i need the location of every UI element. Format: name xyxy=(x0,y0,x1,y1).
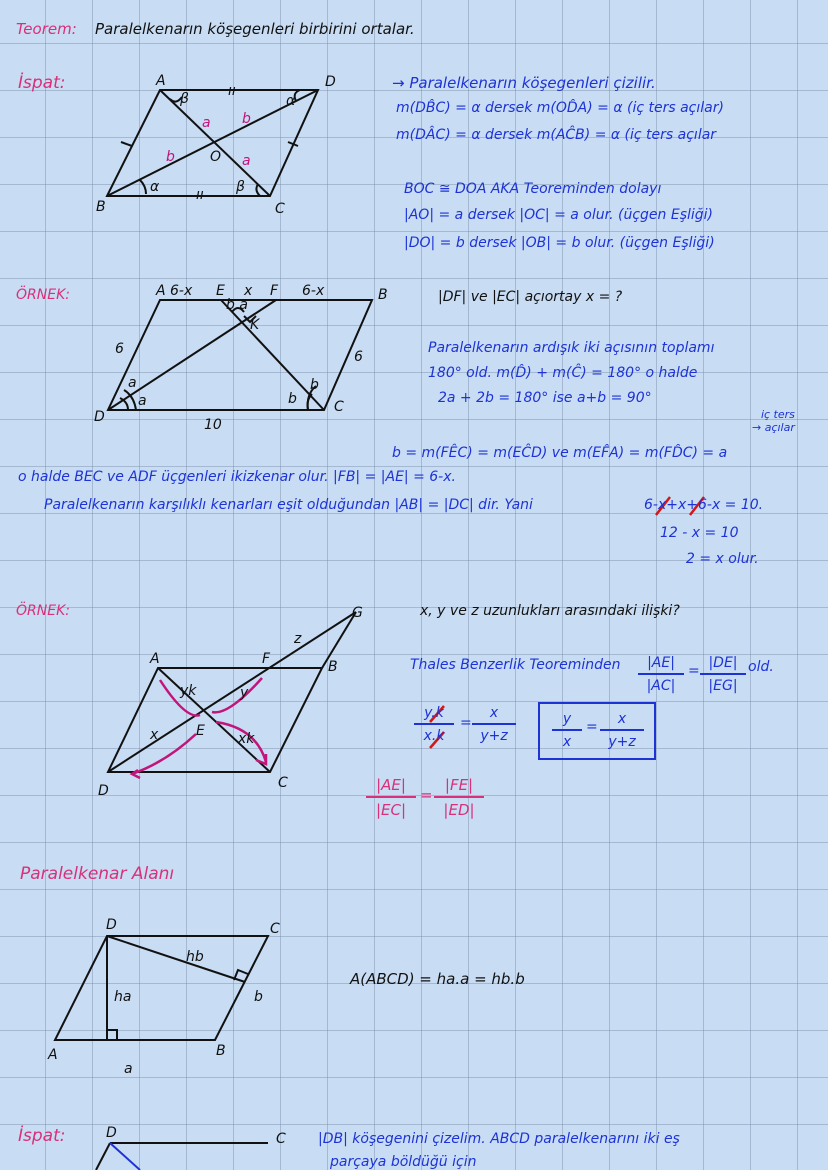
example2-label: ÖRNEK: xyxy=(16,603,70,619)
ex2-ratio-right-num: |FE| xyxy=(444,776,474,794)
fig1-b-1: b xyxy=(242,111,251,127)
parallelogram-figure-2 xyxy=(108,297,372,410)
ex2-boxed-eq: = xyxy=(586,719,598,735)
ex1-angle-b1: b xyxy=(288,391,297,407)
proof1-line-2: m(DB̂C) = α dersek m(OD̂A) = α (iç ters açılar) xyxy=(396,100,724,116)
ex2-thales-end: old. xyxy=(748,659,774,675)
ex1-angle-b2: b xyxy=(310,377,319,393)
ex1-side-right: 6 xyxy=(354,349,363,365)
parallelogram-figure-3 xyxy=(108,612,356,772)
area-label: Paralelkenar Alanı xyxy=(20,864,175,884)
ex2-step-right-den: y+z xyxy=(480,728,508,744)
ex2-step-right-num: x xyxy=(489,705,499,721)
ex2-thales-frac1-den: |AC| xyxy=(646,678,676,694)
ex1-line-karsilikli: Paralelkenarın karşılıklı kenarları eşit olduğundan |AB| = |DC| dir. Yani xyxy=(44,497,533,513)
fig1-a-1: a xyxy=(202,115,211,131)
fig1-point-C: C xyxy=(275,201,285,217)
fig1-a-2: a xyxy=(242,153,251,169)
fig1-point-D: D xyxy=(325,74,336,90)
ex2-thales-frac2-num: |DE| xyxy=(708,655,738,671)
ex2-mark-y: y xyxy=(240,685,249,701)
ex1-side-left: 6 xyxy=(115,341,124,357)
ex2-boxed-result xyxy=(538,702,656,760)
ex2-ratio-right-den: |ED| xyxy=(443,801,475,819)
ex2-step-left-den: x.k xyxy=(423,728,445,744)
proof1-label: İspat: xyxy=(18,73,66,93)
ex1-label-B: B xyxy=(378,287,388,303)
ex2-point-F: F xyxy=(262,651,271,667)
ex2-point-E: E xyxy=(196,723,205,739)
ex2-point-G: G xyxy=(352,605,363,621)
ex2-thales-frac1-num: |AE| xyxy=(647,655,675,671)
area-point-D: D xyxy=(106,917,117,933)
proof1-line-3: m(DÂC) = α dersek m(AĈB) = α (iç ters açılar xyxy=(396,127,717,143)
ex1-line-2: 180° old. m(D̂) + m(Ĉ) = 180° o halde xyxy=(428,365,698,381)
proof2-point-C: C xyxy=(276,1131,286,1147)
ex2-mark-xk: xk xyxy=(238,731,255,747)
parallelogram-figure-4 xyxy=(55,936,268,1040)
ex2-ratio-right xyxy=(434,778,484,818)
ex2-point-C: C xyxy=(278,775,288,791)
ex1-line-3: 2a + 2b = 180° ise a+b = 90° xyxy=(438,390,652,406)
ex1-calc-2: 2 = x olur. xyxy=(686,551,759,567)
theorem-label: Teorem: xyxy=(16,20,77,38)
ex1-calc-1: 12 - x = 10 xyxy=(660,525,739,541)
proof2-text-2: parçaya böldüğü için xyxy=(330,1154,477,1170)
area-mark-b: b xyxy=(254,989,263,1005)
area-formula: A(ABCD) = ha.a = hb.b xyxy=(350,970,525,988)
ex1-angle-a1: a xyxy=(128,375,137,391)
ex2-point-A: A xyxy=(150,651,160,667)
ex2-ratio-eq: = xyxy=(420,786,433,804)
area-point-B: B xyxy=(216,1043,226,1059)
ex1-question: |DF| ve |EC| açıortay x = ? xyxy=(438,289,623,305)
proof2-label: İspat: xyxy=(18,1126,66,1146)
ex1-angle-a2: a xyxy=(138,393,147,409)
ex2-ratio-left-num: |AE| xyxy=(376,776,406,794)
ex1-point-C: C xyxy=(334,399,344,415)
ex2-point-B: B xyxy=(328,659,338,675)
ex1-label-6-x-1: 6-x xyxy=(170,283,193,299)
ex2-mark-z: z xyxy=(294,631,302,647)
ex2-thales-frac1 xyxy=(638,656,684,693)
ex2-boxed-left xyxy=(552,712,582,749)
ex2-step-right xyxy=(472,706,516,743)
fig1-point-O: O xyxy=(210,149,222,165)
ex2-thales-frac2-den: |EG| xyxy=(708,678,738,694)
example1-label: ÖRNEK: xyxy=(16,287,70,303)
area-mark-hb: hb xyxy=(186,949,204,965)
ex1-side-bottom: 10 xyxy=(204,417,222,433)
fig1-point-B: B xyxy=(96,199,106,215)
ex2-point-D: D xyxy=(98,783,109,799)
fig1-beta-1: β xyxy=(180,91,189,107)
ex1-line-ikizkenar: o halde BEC ve ADF üçgenleri ikizkenar olur. |FB| = |AE| = 6-x. xyxy=(18,469,456,485)
ex1-line-sum: 6-x+x+6-x = 10. xyxy=(644,497,764,513)
ex2-boxed-right xyxy=(600,712,644,749)
fig1-tick-top: ıı xyxy=(228,83,236,99)
fig1-beta-2: β xyxy=(236,179,245,195)
fig1-b-2: b xyxy=(166,149,175,165)
ex1-label-E: E xyxy=(216,283,225,299)
ex2-thales-eq: = xyxy=(688,663,700,679)
proof1-line-1: → Paralelkenarın köşegenleri çizilir. xyxy=(392,74,656,92)
ex2-step-left-num: y.k xyxy=(424,705,444,721)
ex1-note: iç ters → açılar xyxy=(752,408,795,435)
ex2-ratio-left xyxy=(366,778,416,818)
ex2-boxed-right-den: y+z xyxy=(608,734,636,750)
parallelogram-figure-5 xyxy=(96,1143,268,1170)
ex2-boxed-left-den: x xyxy=(562,734,572,750)
theorem-text: Paralelkenarın köşegenleri birbirini ortalar. xyxy=(95,20,415,38)
area-mark-a: a xyxy=(124,1061,133,1077)
ex2-mark-x: x xyxy=(150,727,159,743)
ex1-label-x: x xyxy=(244,283,253,299)
ex1-point-D: D xyxy=(94,409,105,425)
ex2-step-eq: = xyxy=(460,715,472,731)
proof2-text-1: |DB| köşegenini çizelim. ABCD paralelkenarını iki eş xyxy=(318,1131,680,1147)
ex2-question: x, y ve z uzunlukları arasındaki ilişki? xyxy=(420,603,680,619)
ex2-thales-text: Thales Benzerlik Teoreminden xyxy=(410,657,621,673)
fig1-tick-bottom: ıı xyxy=(196,187,204,203)
area-mark-ha: ha xyxy=(114,989,132,1005)
fig1-alpha-1: α xyxy=(286,93,296,109)
fig1-alpha-2: α xyxy=(150,179,160,195)
ex2-thales-frac2 xyxy=(700,656,746,693)
proof1-line-6: |DO| = b dersek |OB| = b olur. (üçgen Eşliği) xyxy=(404,235,715,251)
ex2-ratio-left-den: |EC| xyxy=(375,801,407,819)
proof1-line-4: BOC ≅ DOA AKA Teoreminden dolayı xyxy=(404,181,662,197)
ex1-line-1: Paralelkenarın ardışık iki açısının toplamı xyxy=(428,340,715,356)
ex1-point-K: K xyxy=(250,317,260,333)
ex1-label-A: A xyxy=(156,283,166,299)
area-point-C: C xyxy=(270,921,280,937)
ex2-boxed-right-num: x xyxy=(617,711,627,727)
ex1-label-F: F xyxy=(270,283,279,299)
ex1-equal-line: b = m(FÊC) = m(EĈD) ve m(EF̂A) = m(FD̂C) = a xyxy=(392,445,728,461)
ex1-label-6-x-2: 6-x xyxy=(302,283,325,299)
proof2-point-D: D xyxy=(106,1125,117,1141)
ex1-angle-ba: b a xyxy=(226,297,248,313)
area-point-A: A xyxy=(48,1047,58,1063)
ex2-boxed-left-num: y xyxy=(562,711,572,727)
proof1-line-5: |AO| = a dersek |OC| = a olur. (üçgen Eşliği) xyxy=(404,207,714,223)
ex2-mark-yk: yk xyxy=(180,683,197,699)
ex2-step-left xyxy=(414,706,454,743)
fig1-point-A: A xyxy=(156,73,166,89)
